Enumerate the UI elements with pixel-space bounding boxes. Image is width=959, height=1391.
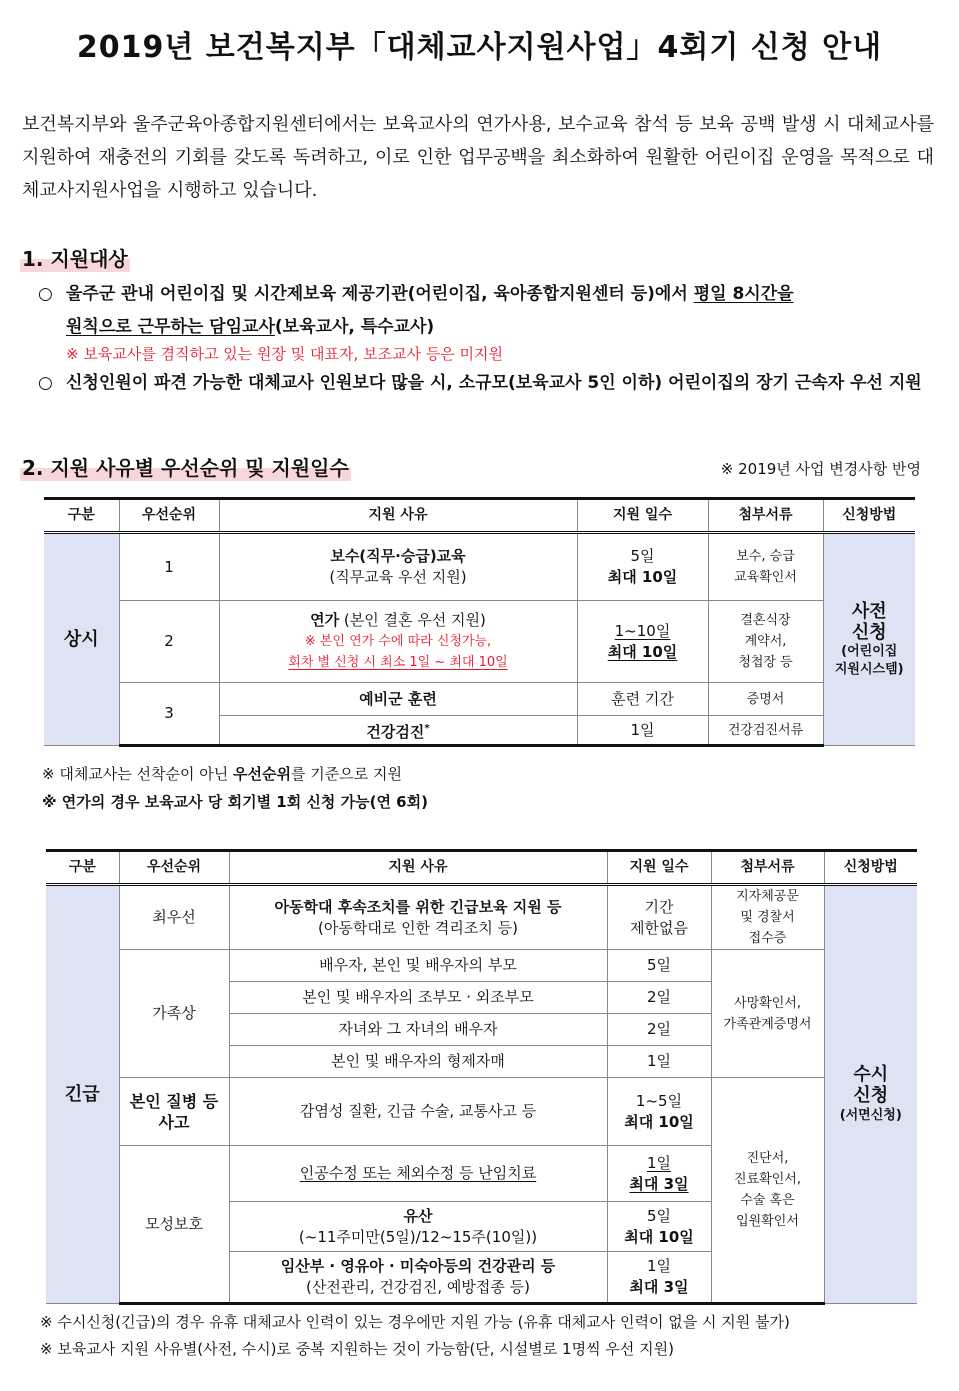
days-cell: 1일 xyxy=(577,716,708,746)
rank-cell: 최우선 xyxy=(119,885,229,950)
regular-support-table xyxy=(44,497,915,747)
page-title: 2019년 보건복지부「대체교사지원사업」4회기 신청 안내 xyxy=(76,30,883,65)
days-cell: 훈련 기간 xyxy=(577,683,708,716)
method-anytime: 수시 신청 (서면신청) xyxy=(824,885,917,1304)
header-reason: 지원 사유 xyxy=(229,851,607,885)
note-priority-basis: ※ 대체교사는 선착순이 아닌 우선순위를 기준으로 지원 xyxy=(42,765,402,783)
reason-cell: 본인 및 배우자의 형제자매 xyxy=(229,1046,607,1078)
days-cell: 기간 제한없음 xyxy=(607,885,711,950)
header-method: 신청방법 xyxy=(823,499,915,533)
documents-cell: 보수, 승급 교육확인서 xyxy=(708,533,823,601)
documents-cell: 증명서 xyxy=(708,683,823,716)
change-reflect-note: ※ 2019년 사업 변경사항 반영 xyxy=(720,460,921,478)
rank-cell: 2 xyxy=(119,601,219,683)
days-cell: 5일 xyxy=(607,950,711,982)
days-cell: 1~5일 최대 10일 xyxy=(607,1078,711,1146)
days-cell: 1일 최대 3일 xyxy=(607,1146,711,1202)
bullet-target-teachers xyxy=(38,278,933,344)
table-row xyxy=(44,533,915,601)
header-method: 신청방법 xyxy=(824,851,917,885)
section1-heading: 1. 지원대상 xyxy=(20,243,130,272)
bullet-mark: ○ xyxy=(38,373,53,393)
documents-cell: 사망확인서, 가족관계증명서 xyxy=(711,950,824,1078)
reason-cell: 임산부 · 영유아 · 미숙아등의 건강관리 등 (산전관리, 건강검진, 예방접종 등) xyxy=(229,1252,607,1304)
reason-cell: 건강검진* xyxy=(219,716,577,746)
bullet1-text: 울주군 관내 어린이집 및 시간제보육 제공기관(어린이집, 육아종합지원센터 등)에서 xyxy=(66,284,694,304)
bullet2-text: 신청인원이 파견 가능한 대체교사 인원보다 많을 시, 소규모(보육교사 5인 이하) 어린이집의 장기 근속자 우선 지원 xyxy=(66,373,922,393)
reason-cell: 감염성 질환, 긴급 수술, 교통사고 등 xyxy=(229,1078,607,1146)
reason-cell: 인공수정 또는 체외수정 등 난임치료 xyxy=(229,1146,607,1202)
documents-cell: 지자체공문 및 경찰서 접수증 xyxy=(711,885,824,950)
method-advance: 사전 신청 (어린이집 지원시스템) xyxy=(823,533,915,746)
days-cell: 5일 최대 10일 xyxy=(577,533,708,601)
header-category: 구분 xyxy=(44,499,119,533)
table-row xyxy=(44,683,915,716)
rank-cell: 모성보호 xyxy=(119,1146,229,1304)
note-leave-limit: ※ 연가의 경우 보육교사 당 회기별 1회 신청 가능(연 6회) xyxy=(42,793,428,811)
header-priority: 우선순위 xyxy=(119,499,219,533)
table-row xyxy=(46,885,917,950)
table-row xyxy=(44,601,915,683)
documents-cell: 결혼식장 계약서, 청첩장 등 xyxy=(708,601,823,683)
emergency-support-table xyxy=(46,849,917,1305)
reason-cell: 연가 (본인 결혼 우선 지원) ※ 본인 연가 수에 따라 신청가능, 회차 별 신청 시 최소 1일 ~ 최대 10일 xyxy=(219,601,577,683)
days-cell: 5일 최대 10일 xyxy=(607,1202,711,1252)
bullet-priority xyxy=(38,367,933,400)
reason-cell: 자녀와 그 자녀의 배우자 xyxy=(229,1014,607,1046)
bullet1-tail: (보육교사, 특수교사) xyxy=(274,317,435,337)
bullet1-underline-b: 원칙으로 근무하는 담임교사 xyxy=(66,317,275,337)
days-cell: 1일 xyxy=(607,1046,711,1078)
header-documents: 첨부서류 xyxy=(711,851,824,885)
intro-paragraph: 보건복지부와 울주군육아종합지원센터에서는 보육교사의 연가사용, 보수교육 참석 등 보육 공백 발생 시 대체교사를 지원하여 재충전의 기회를 갖도록 독려하고, 이로 인한 업무공백을 최소화하여 원활한 어린이집 운영을 목적으로 대체교사지원사업을 시행하고 있습니다. xyxy=(22,114,934,201)
bullet-mark: ○ xyxy=(38,284,53,304)
header-days: 지원 일수 xyxy=(607,851,711,885)
note-duplicate-support: ※ 보육교사 지원 사유별(사전, 수시)로 중복 지원하는 것이 가능함(단, 시설별로 1명씩 우선 지원) xyxy=(40,1340,674,1358)
table-row xyxy=(46,950,917,982)
rank-cell: 가족상 xyxy=(119,950,229,1078)
category-emergency: 긴급 xyxy=(46,885,119,1304)
rank-cell: 본인 질병 등 사고 xyxy=(119,1078,229,1146)
days-cell: 1일 최대 3일 xyxy=(607,1252,711,1304)
note-emergency-availability: ※ 수시신청(긴급)의 경우 유휴 대체교사 인력이 있는 경우에만 지원 가능 (유휴 대체교사 인력이 없을 시 지원 불가) xyxy=(40,1313,790,1331)
reason-cell: 예비군 훈련 xyxy=(219,683,577,716)
documents-cell: 건강검진서류 xyxy=(708,716,823,746)
header-category: 구분 xyxy=(46,851,119,885)
section1-exclusion-note: ※ 보육교사를 겸직하고 있는 원장 및 대표자, 보조교사 등은 미지원 xyxy=(66,345,503,363)
header-days: 지원 일수 xyxy=(577,499,708,533)
reason-cell: 아동학대 후속조치를 위한 긴급보육 지원 등 (아동학대로 인한 격리조치 등) xyxy=(229,885,607,950)
table-row xyxy=(46,1078,917,1146)
rank-cell: 1 xyxy=(119,533,219,601)
header-reason: 지원 사유 xyxy=(219,499,577,533)
header-priority: 우선순위 xyxy=(119,851,229,885)
days-cell: 1~10일 최대 10일 xyxy=(577,601,708,683)
category-regular: 상시 xyxy=(44,533,119,746)
rank-cell: 3 xyxy=(119,683,219,746)
documents-cell: 진단서, 진료확인서, 수술 혹은 입원확인서 xyxy=(711,1078,824,1304)
section2-heading: 2. 지원 사유별 우선순위 및 지원일수 xyxy=(20,452,351,481)
header-documents: 첨부서류 xyxy=(708,499,823,533)
reason-cell: 본인 및 배우자의 조부모 · 외조부모 xyxy=(229,982,607,1014)
days-cell: 2일 xyxy=(607,982,711,1014)
reason-cell: 유산 (~11주미만(5일)/12~15주(10일)) xyxy=(229,1202,607,1252)
days-cell: 2일 xyxy=(607,1014,711,1046)
bullet1-underline-a: 평일 8시간을 xyxy=(693,284,794,304)
reason-cell: 보수(직무·승급)교육 (직무교육 우선 지원) xyxy=(219,533,577,601)
reason-cell: 배우자, 본인 및 배우자의 부모 xyxy=(229,950,607,982)
